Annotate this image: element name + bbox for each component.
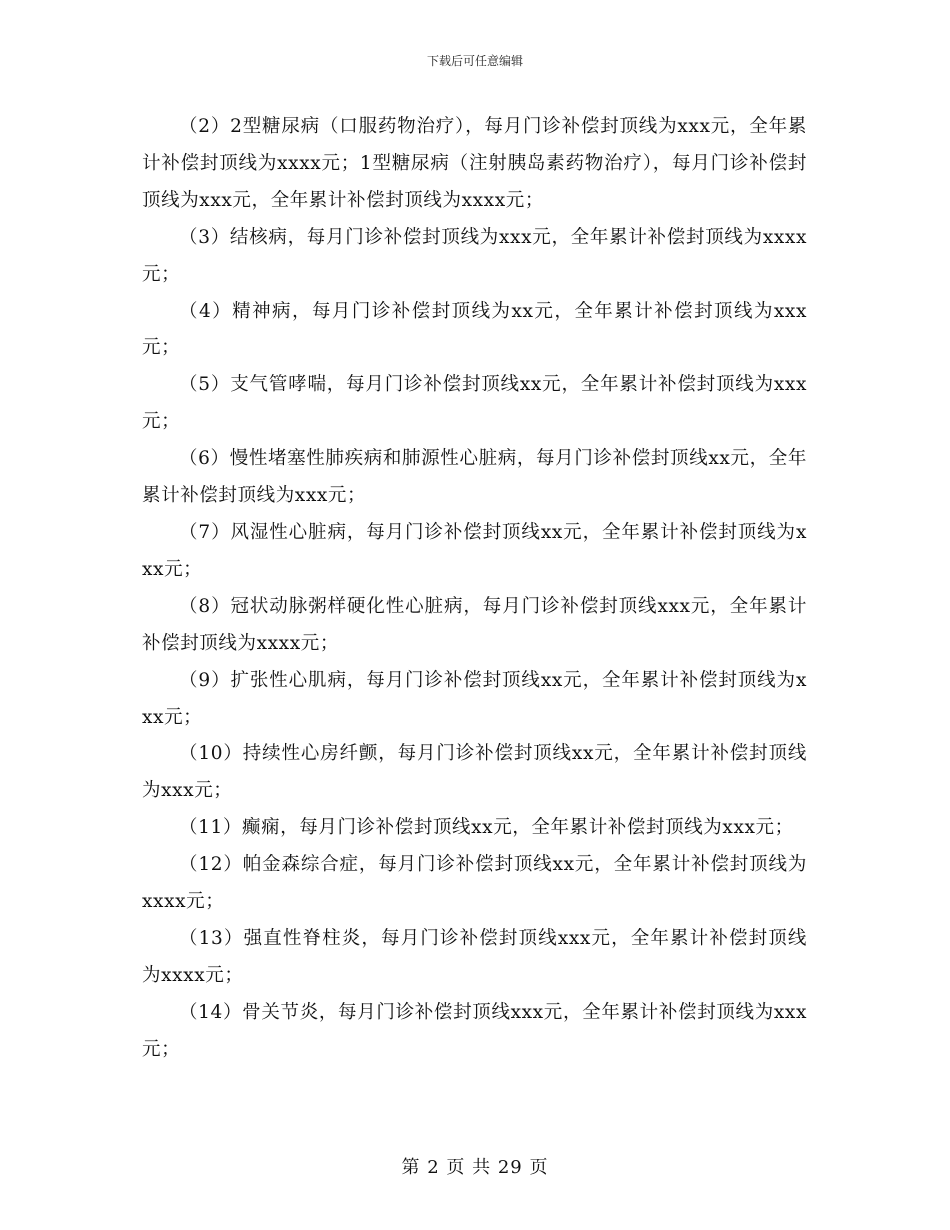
page-header: 下载后可任意编辑 <box>426 54 523 68</box>
paragraph-item-6: （6）慢性堵塞性肺疾病和肺源性心脏病，每月门诊补偿封顶线xx元，全年累计补偿封顶线为xxx元； <box>142 448 807 507</box>
page-number-footer: 第 2 页 共 29 页 <box>401 1157 549 1178</box>
paragraph-item-10: （10）持续性心房纤颤，每月门诊补偿封顶线xx元，全年累计补偿封顶线为xxx元； <box>142 743 807 802</box>
paragraph-item-2: （2）2型糖尿病（口服药物治疗），每月门诊补偿封顶线为xxx元，全年累计补偿封顶线为xxxx元；1型糖尿病（注射胰岛素药物治疗），每月门诊补偿封顶线为xxx元，全年累计补偿封顶线为xxxx元； <box>142 116 807 211</box>
paragraph-item-4: （4）精神病，每月门诊补偿封顶线为xx元，全年累计补偿封顶线为xxx元； <box>142 300 807 359</box>
paragraph-item-12: （12）帕金森综合症，每月门诊补偿封顶线xx元，全年累计补偿封顶线为xxxx元； <box>142 854 807 913</box>
paragraph-item-14: （14）骨关节炎，每月门诊补偿封顶线xxx元，全年累计补偿封顶线为xxx元； <box>142 1001 807 1060</box>
paragraph-item-3: （3）结核病，每月门诊补偿封顶线为xxx元，全年累计补偿封顶线为xxxx元； <box>142 226 807 285</box>
paragraph-item-11: （11）癫痫，每月门诊补偿封顶线xx元，全年累计补偿封顶线为xxx元； <box>179 817 794 839</box>
paragraph-item-13: （13）强直性脊柱炎，每月门诊补偿封顶线xxx元，全年累计补偿封顶线为xxxx元； <box>142 927 807 986</box>
document-body <box>142 109 807 1069</box>
paragraph-item-9: （9）扩张性心肌病，每月门诊补偿封顶线xx元，全年累计补偿封顶线为xxx元； <box>142 669 807 728</box>
paragraph-item-7: （7）风湿性心脏病，每月门诊补偿封顶线xx元，全年累计补偿封顶线为xxx元； <box>142 521 807 580</box>
paragraph-item-8: （8）冠状动脉粥样硬化性心脏病，每月门诊补偿封顶线xxx元，全年累计补偿封顶线为xxxx元； <box>142 595 807 654</box>
paragraph-item-5: （5）支气管哮喘，每月门诊补偿封顶线xx元，全年累计补偿封顶线为xxx元； <box>142 374 807 433</box>
